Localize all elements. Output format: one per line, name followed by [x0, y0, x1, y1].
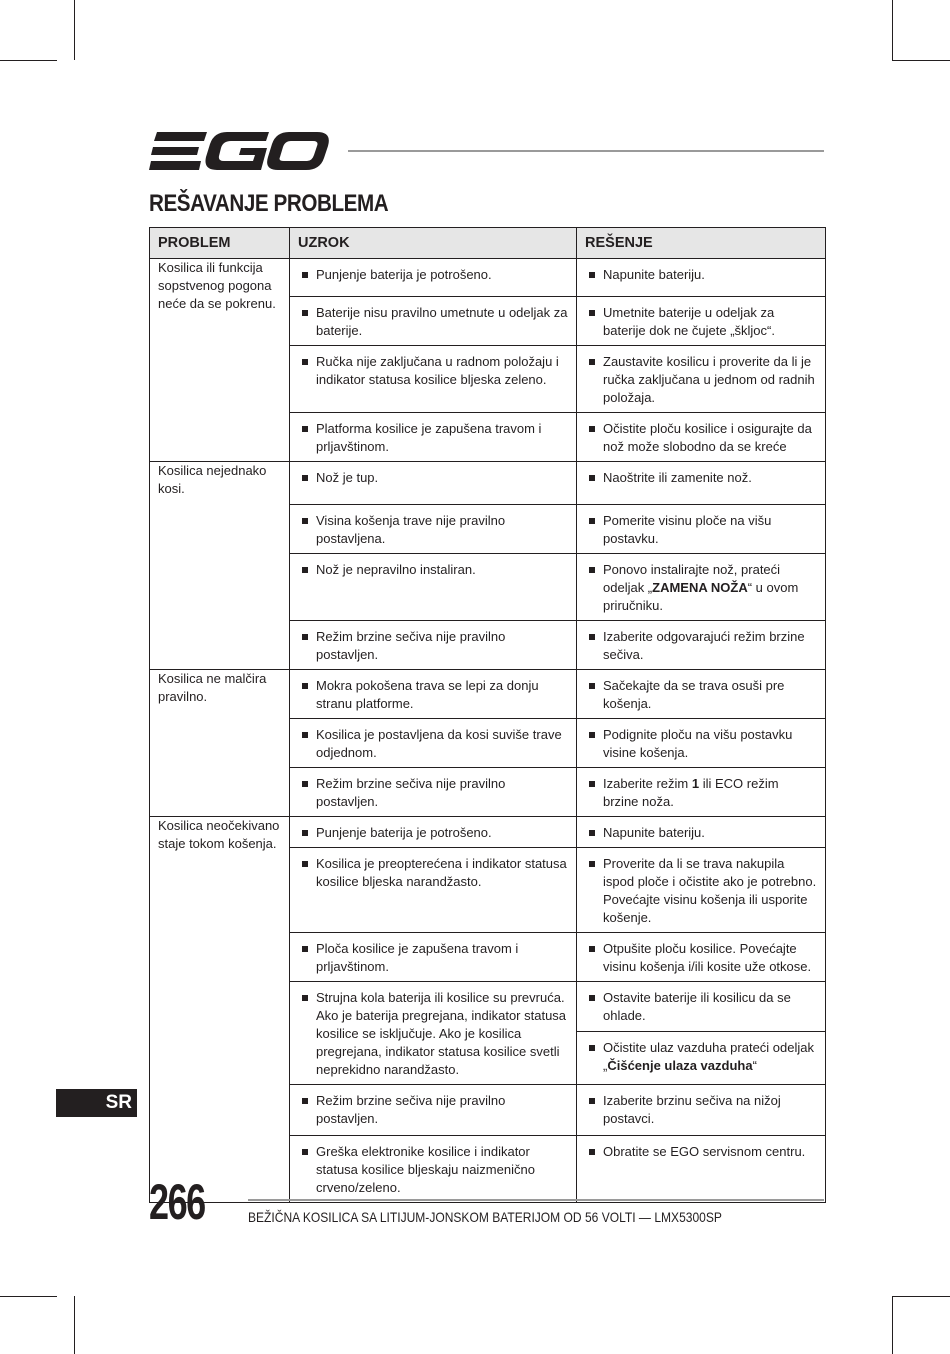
cause-text: Režim brzine sečiva nije pravilno postavljen. [316, 1093, 506, 1126]
bullet-icon [302, 310, 308, 316]
solution-cell [577, 719, 826, 768]
crop-mark [892, 1296, 950, 1297]
cause-cell [290, 346, 577, 413]
bullet-icon [302, 518, 308, 524]
cause-text: Platforma kosilice je zapušena travom i prljavštinom. [316, 421, 542, 454]
solution-text: Obratite se EGO servisnom centru. [603, 1144, 806, 1159]
page-title: REŠAVANJE PROBLEMA [149, 190, 389, 217]
solution-cell [577, 768, 826, 817]
bullet-icon [302, 683, 308, 689]
crop-mark [74, 0, 75, 60]
cause-cell [290, 670, 577, 719]
cause-text: Režim brzine sečiva nije pravilno postavljen. [316, 629, 506, 662]
solution-text: Napunite bateriju. [603, 267, 705, 282]
cause-cell [290, 505, 577, 554]
bullet-icon [589, 683, 595, 689]
footer-product-title: BEŽIČNA KOSILICA SA LITIJUM-JONSKOM BATERIJOM OD 56 VOLTI — LMX5300SP [248, 1209, 722, 1225]
solution-cell [577, 933, 826, 982]
table-header-row [150, 228, 826, 259]
manual-section-reference: ZAMENA NOŽA [652, 580, 748, 595]
solution-cell [577, 259, 826, 297]
bullet-icon [589, 272, 595, 278]
bullet-icon [589, 830, 595, 836]
cause-cell [290, 554, 577, 621]
cause-text: Ploča kosilice je zapušena travom i prljavštinom. [316, 941, 519, 974]
solution-cell [577, 505, 826, 554]
cause-text: Mokra pokošena trava se lepi za donju stranu platforme. [316, 678, 539, 711]
cause-cell [290, 621, 577, 670]
problem-cell: Kosilica nejednako kosi. [150, 462, 290, 670]
bullet-icon [302, 634, 308, 640]
solution-cell [577, 462, 826, 505]
solution-text: Očistite ploču kosilice i osigurajte da nož može slobodno da se kreće [603, 421, 812, 454]
cause-cell [290, 768, 577, 817]
column-header-cause: UZROK [290, 228, 577, 259]
bullet-icon [589, 1149, 595, 1155]
solution-cell [577, 554, 826, 621]
solution-text: Izaberite odgovarajući režim brzine sečiva. [603, 629, 805, 662]
bullet-icon [302, 830, 308, 836]
column-header-solution: REŠENJE [577, 228, 826, 259]
crop-mark [892, 1296, 893, 1354]
cause-text: Nož je nepravilno instaliran. [316, 562, 476, 577]
bullet-icon [589, 1098, 595, 1104]
cause-text: Kosilica je postavljena da kosi suviše trave odjednom. [316, 727, 562, 760]
table-row [150, 670, 826, 719]
bullet-icon [302, 475, 308, 481]
solution-text: Naoštrite ili zamenite nož. [603, 470, 752, 485]
language-tab: SR [56, 1089, 137, 1117]
solution-cell [577, 1085, 826, 1136]
solution-text: Pomerite visinu ploče na višu postavku. [603, 513, 772, 546]
cause-cell [290, 297, 577, 346]
bullet-icon [302, 732, 308, 738]
solution-text [603, 561, 817, 615]
cause-cell [290, 817, 577, 848]
cause-text: Visina košenja trave nije pravilno postavljena. [316, 513, 506, 546]
crop-mark [0, 1296, 57, 1297]
bullet-icon [589, 732, 595, 738]
bullet-icon [589, 518, 595, 524]
solution-cell [577, 346, 826, 413]
solution-cell [577, 848, 826, 933]
bullet-icon [302, 946, 308, 952]
bullet-icon [302, 272, 308, 278]
bullet-icon [589, 426, 595, 432]
bullet-icon [302, 781, 308, 787]
solution-text-part: ili ECO režim brzine noža. [603, 776, 779, 809]
bullet-icon [589, 861, 595, 867]
cause-text: Kosilica je preopterećena i indikator statusa kosilice bljeska narandžasto. [316, 856, 567, 889]
problem-cell: Kosilica ili funkcija sopstvenog pogona neće da se pokrenu. [150, 259, 290, 462]
cause-text: Greška elektronike kosilice i indikator statusa kosilice bljeskaju naizmenično crveno/zeleno. [316, 1144, 535, 1195]
bullet-icon [589, 1045, 595, 1051]
bullet-icon [589, 567, 595, 573]
bullet-icon [302, 426, 308, 432]
solution-text-part: Očistite ulaz vazduha prateći odeljak „ [603, 1040, 815, 1074]
solution-cell [577, 670, 826, 719]
solution-text [603, 1039, 817, 1075]
solution-text-part: “ [752, 1058, 757, 1074]
bullet-icon [302, 1098, 308, 1104]
table-row [150, 259, 826, 297]
bullet-icon [302, 995, 308, 1001]
cause-text: Strujna kola baterija ili kosilice su prevruća. Ako je baterija pregrejana, indikator statusa kosilice se isključuje. Ako je kosilica pregrejana, indikator statusa kosilice svetli neprekidno narandžasto. [316, 990, 567, 1077]
solution-text: Sačekajte da se trava osuši pre košenja. [603, 678, 785, 711]
bullet-icon [302, 1149, 308, 1155]
solution-cell [577, 621, 826, 670]
cause-cell [290, 982, 577, 1085]
cause-cell [290, 1136, 577, 1203]
solution-cell [577, 982, 826, 1032]
column-header-problem: PROBLEM [150, 228, 290, 259]
solution-text: Umetnite baterije u odeljak za baterije dok ne čujete „škljoc“. [603, 305, 775, 338]
cause-cell [290, 413, 577, 462]
bullet-icon [589, 310, 595, 316]
bullet-icon [302, 861, 308, 867]
cause-text: Baterije nisu pravilno umetnute u odeljak za baterije. [316, 305, 568, 338]
bullet-icon [589, 359, 595, 365]
cause-text: Punjenje baterija je potrošeno. [316, 825, 492, 840]
crop-mark [892, 60, 950, 61]
crop-mark [0, 60, 57, 61]
solution-text: Otpušite ploču kosilice. Povećajte visinu košenja i/ili kosite uže otkose. [603, 941, 812, 974]
page-number: 266 [149, 1174, 205, 1230]
solution-text-part: Ponovo instalirajte nož, prateći odeljak „ [603, 562, 781, 595]
troubleshooting-table [149, 227, 826, 1203]
solution-text: Podignite ploču na višu postavku visine košenja. [603, 727, 793, 760]
bullet-icon [589, 634, 595, 640]
bullet-icon [589, 995, 595, 1001]
cause-cell [290, 848, 577, 933]
footer-rule [248, 1199, 824, 1201]
solution-cell [577, 297, 826, 346]
crop-mark [74, 1296, 75, 1354]
cause-text: Nož je tup. [316, 470, 379, 485]
solution-text: Izaberite brzinu sečiva na nižoj postavci. [603, 1093, 781, 1126]
solution-cell [577, 1136, 826, 1203]
cause-cell [290, 462, 577, 505]
solution-text-part: Izaberite režim [603, 776, 692, 791]
solution-cell [577, 1032, 826, 1085]
manual-section-reference: Čišćenje ulaza vazduha [607, 1058, 753, 1074]
solution-text: Napunite bateriju. [603, 825, 705, 840]
solution-text [603, 775, 817, 811]
bullet-icon [589, 781, 595, 787]
crop-mark [892, 0, 893, 60]
problem-cell: Kosilica ne malčira pravilno. [150, 670, 290, 817]
cause-cell [290, 1085, 577, 1136]
cause-cell [290, 933, 577, 982]
solution-text: Zaustavite kosilicu i proverite da li je ručka zaključana u jednom od radnih položaja. [603, 354, 815, 405]
cause-cell [290, 259, 577, 297]
cause-text: Punjenje baterija je potrošeno. [316, 267, 492, 282]
cause-cell [290, 719, 577, 768]
table-row [150, 462, 826, 505]
solution-text: Proverite da li se trava nakupila ispod ploče i očistite ako je potrebno. Povećajte visinu košenja ili usporite košenje. [603, 856, 817, 925]
solution-cell [577, 413, 826, 462]
solution-cell [577, 817, 826, 848]
table-row [150, 817, 826, 848]
mode-number: 1 [691, 776, 700, 791]
bullet-icon [302, 567, 308, 573]
solution-text-part: “ u ovom priručniku. [603, 580, 799, 613]
bullet-icon [589, 946, 595, 952]
solution-text: Ostavite baterije ili kosilicu da se ohlade. [603, 990, 791, 1023]
header-rule [348, 150, 824, 152]
problem-cell: Kosilica neočekivano staje tokom košenja. [150, 817, 290, 1203]
cause-text: Ručka nije zaključana u radnom položaju i indikator statusa kosilice bljeska zeleno. [316, 354, 559, 387]
ego-logo [149, 130, 331, 172]
bullet-icon [589, 475, 595, 481]
bullet-icon [302, 359, 308, 365]
cause-text: Režim brzine sečiva nije pravilno postavljen. [316, 776, 506, 809]
